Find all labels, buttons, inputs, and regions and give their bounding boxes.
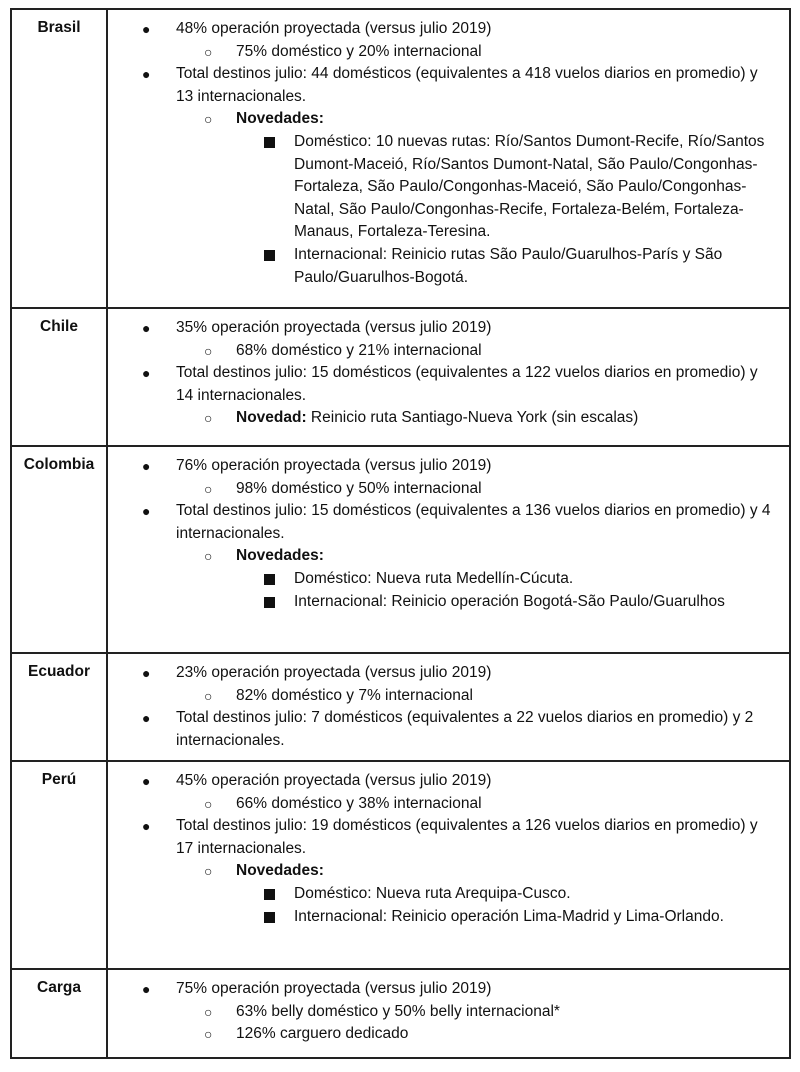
content-cell (107, 969, 790, 1058)
content-cell (107, 653, 790, 761)
list-item (108, 860, 777, 883)
item-text: 35% operación proyectada (versus julio 2019) (176, 319, 492, 336)
list-item (108, 707, 777, 752)
list-item (108, 770, 777, 793)
list-item (108, 545, 777, 568)
hollow-bullet-icon: ○ (204, 863, 213, 880)
hollow-bullet-icon: ○ (204, 1003, 213, 1020)
list-item (108, 568, 777, 591)
item-text: 63% belly doméstico y 50% belly internacional* (236, 1002, 560, 1020)
square-bullet-icon (264, 137, 275, 148)
list-item (108, 340, 777, 363)
hollow-bullet-icon: ○ (204, 687, 213, 704)
country-cell: Carga (11, 969, 107, 1058)
item-text: 98% doméstico y 50% internacional (236, 479, 482, 497)
list-item (108, 18, 777, 41)
item-text: 82% doméstico y 7% internacional (236, 686, 473, 704)
list-item (108, 407, 777, 430)
filled-bullet-icon: ● (142, 773, 151, 789)
item-text: Total destinos julio: 15 domésticos (equivalentes a 136 vuelos diarios en promedio) y 4 internacionales. (176, 502, 771, 542)
list-item (108, 685, 777, 708)
item-text: 75% doméstico y 20% internacional (236, 42, 482, 60)
item-text: Doméstico: Nueva ruta Arequipa-Cusco. (294, 884, 571, 902)
table-body (11, 9, 790, 1058)
square-bullet-icon (264, 574, 275, 585)
hollow-bullet-icon: ○ (204, 342, 213, 359)
hollow-bullet-icon: ○ (204, 410, 213, 427)
list-item (108, 883, 777, 906)
list-item (108, 978, 777, 1001)
item-heading: Novedades: (236, 110, 324, 128)
list-item (108, 455, 777, 478)
item-text: Reinicio ruta Santiago-Nueva York (sin escalas) (306, 409, 639, 427)
filled-bullet-icon: ● (142, 320, 151, 336)
filled-bullet-icon: ● (142, 458, 151, 474)
country-cell: Brasil (11, 9, 107, 308)
item-text: 76% operación proyectada (versus julio 2019) (176, 457, 492, 474)
list-item (108, 591, 777, 614)
table-row (11, 9, 790, 308)
content-cell (107, 446, 790, 653)
hollow-bullet-icon: ○ (204, 43, 213, 60)
filled-bullet-icon: ● (142, 21, 151, 37)
filled-bullet-icon: ● (142, 981, 151, 997)
country-cell: Perú (11, 761, 107, 969)
list-item (108, 1023, 777, 1046)
operations-table (10, 8, 791, 1059)
table-row (11, 446, 790, 653)
item-text: Total destinos julio: 15 domésticos (equivalentes a 122 vuelos diarios en promedio) y 14 internacionales. (176, 364, 758, 404)
list-item (108, 815, 777, 860)
filled-bullet-icon: ● (142, 818, 151, 835)
list-item (108, 662, 777, 685)
square-bullet-icon (264, 912, 275, 923)
item-text: 75% operación proyectada (versus julio 2019) (176, 980, 492, 997)
list-item (108, 41, 777, 64)
table-row (11, 969, 790, 1058)
country-cell: Colombia (11, 446, 107, 653)
item-text: Total destinos julio: 44 domésticos (equivalentes a 418 vuelos diarios en promedio) y 13 internacionales. (176, 65, 758, 105)
content-cell (107, 761, 790, 969)
item-text: Total destinos julio: 19 domésticos (equivalentes a 126 vuelos diarios en promedio) y 17 internacionales. (176, 817, 758, 857)
country-cell: Ecuador (11, 653, 107, 761)
item-text: Internacional: Reinicio operación Bogotá-São Paulo/Guarulhos (294, 592, 725, 610)
list-item (108, 478, 777, 501)
list-item (108, 1001, 777, 1024)
item-text: 23% operación proyectada (versus julio 2019) (176, 664, 492, 681)
filled-bullet-icon: ● (142, 66, 151, 83)
content-cell (107, 308, 790, 446)
table-row (11, 308, 790, 446)
list-item (108, 244, 777, 289)
item-text: 126% carguero dedicado (236, 1025, 409, 1043)
filled-bullet-icon: ● (142, 710, 151, 727)
item-text: Internacional: Reinicio rutas São Paulo/Guarulhos-París y São Paulo/Guarulhos-Bogotá. (294, 245, 723, 286)
item-text: Total destinos julio: 7 domésticos (equivalentes a 22 vuelos diarios en promedio) y 2 internacionales. (176, 709, 754, 749)
list-item (108, 793, 777, 816)
square-bullet-icon (264, 889, 275, 900)
hollow-bullet-icon: ○ (204, 480, 213, 497)
item-text: 68% doméstico y 21% internacional (236, 341, 482, 359)
list-item (108, 906, 777, 929)
item-heading: Novedad: (236, 409, 307, 427)
square-bullet-icon (264, 250, 275, 261)
item-heading: Novedades: (236, 862, 324, 880)
hollow-bullet-icon: ○ (204, 795, 213, 812)
list-item (108, 131, 777, 244)
hollow-bullet-icon: ○ (204, 111, 213, 128)
list-item (108, 63, 777, 108)
item-text: Doméstico: Nueva ruta Medellín-Cúcuta. (294, 569, 574, 587)
square-bullet-icon (264, 597, 275, 608)
item-text: 45% operación proyectada (versus julio 2019) (176, 772, 492, 789)
filled-bullet-icon: ● (142, 365, 151, 382)
country-cell: Chile (11, 308, 107, 446)
filled-bullet-icon: ● (142, 503, 151, 520)
list-item (108, 108, 777, 131)
item-text: 66% doméstico y 38% internacional (236, 794, 482, 812)
table-row (11, 653, 790, 761)
content-cell (107, 9, 790, 308)
list-item (108, 317, 777, 340)
item-text: Internacional: Reinicio operación Lima-Madrid y Lima-Orlando. (294, 907, 724, 925)
table-row (11, 761, 790, 969)
list-item (108, 500, 777, 545)
list-item (108, 362, 777, 407)
hollow-bullet-icon: ○ (204, 548, 213, 565)
hollow-bullet-icon: ○ (204, 1026, 213, 1043)
item-heading: Novedades: (236, 547, 324, 565)
item-text: 48% operación proyectada (versus julio 2019) (176, 20, 492, 37)
item-text: Doméstico: 10 nuevas rutas: Río/Santos Dumont-Recife, Río/Santos Dumont-Maceió, Río/Santos Dumont-Natal, São Paulo/Congonhas-Fortaleza, São Paulo/Congonhas-Maceió, São Paulo/Congonhas-Natal, São Paulo/Congonhas-Recife, Fortaleza-Belém, Fortaleza-Manaus, Fortaleza-Teresina. (294, 132, 765, 241)
filled-bullet-icon: ● (142, 665, 151, 681)
